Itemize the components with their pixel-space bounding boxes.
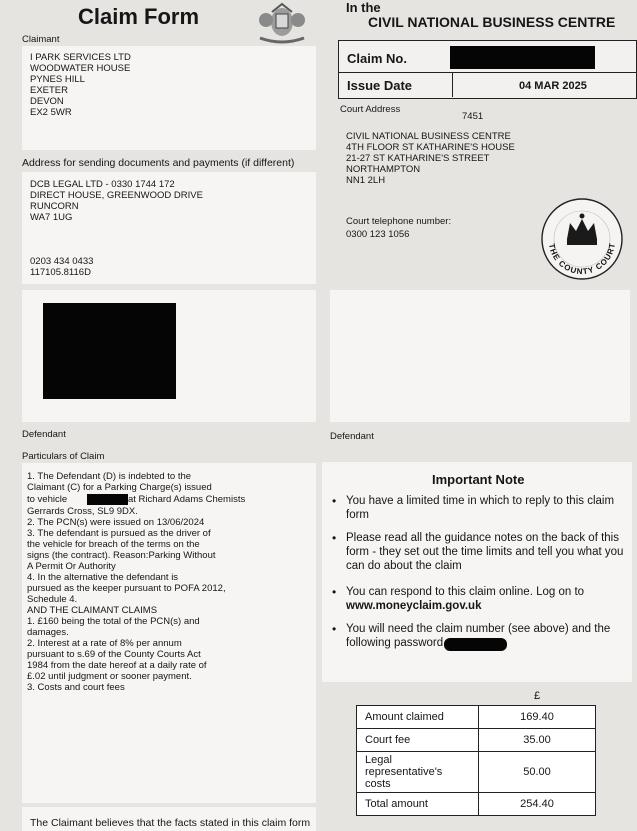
important-note-title: Important Note xyxy=(432,472,525,487)
redacted-password xyxy=(444,638,507,651)
redacted-claim-number xyxy=(450,46,595,69)
particulars-line-2: Claimant (C) for a Parking Charge(s) issued xyxy=(27,482,212,493)
statement-of-truth: The Claimant believes that the facts stated in this claim form xyxy=(30,817,311,829)
table-row xyxy=(357,706,596,729)
fee-label: Legal representative's costs xyxy=(357,752,479,793)
bullet-icon: • xyxy=(332,585,337,599)
court-address-label: Court Address xyxy=(340,104,401,115)
court-code: 7451 xyxy=(462,111,484,122)
fee-table xyxy=(356,705,596,816)
note-text: Please read all the guidance notes on the back of this form - they set out the time limits and tell you what you can do about the claim xyxy=(346,532,624,572)
royal-arms-crest-icon xyxy=(250,0,314,44)
bullet-icon: • xyxy=(332,531,337,545)
particulars-line-3a: to vehicle xyxy=(27,494,68,505)
court-name: CIVIL NATIONAL BUSINESS CENTRE xyxy=(368,14,616,30)
note-item-reply-time xyxy=(332,494,628,522)
table-row xyxy=(357,729,596,752)
claimant-label: Claimant xyxy=(22,34,60,45)
fee-label: Total amount xyxy=(357,793,479,816)
claim-no-row-divider xyxy=(338,72,636,73)
fee-value: 169.40 xyxy=(479,706,596,729)
table-row xyxy=(357,793,596,816)
redacted-vehicle-registration xyxy=(87,494,128,505)
redacted-defendant-address xyxy=(43,303,176,399)
right-blank-box xyxy=(330,290,630,422)
note-text: You will need the claim number (see above) and the following password xyxy=(346,623,611,649)
particulars-line-1: 1. The Defendant (D) is indebted to the xyxy=(27,471,192,482)
sending-address: DCB LEGAL LTD - 0330 1744 172 DIRECT HOUSE, GREENWOOD DRIVE RUNCORN WA7 1UG xyxy=(30,179,203,223)
seal-text: THE COUNTY COURT xyxy=(547,241,618,277)
issue-date-divider xyxy=(452,73,453,97)
defendant-label-right: Defendant xyxy=(330,431,374,442)
claimant-address: I PARK SERVICES LTD WOODWATER HOUSE PYNES HILL EXETER DEVON EX2 5WR xyxy=(30,52,131,118)
particulars-label: Particulars of Claim xyxy=(22,451,105,462)
claim-no-label: Claim No. xyxy=(347,51,407,66)
defendant-label-left: Defendant xyxy=(22,429,66,440)
bullet-icon: • xyxy=(332,622,337,636)
note-text: You can respond to this claim online. Log on to xyxy=(346,586,585,598)
court-telephone-label: Court telephone number: xyxy=(346,216,452,227)
court-address: CIVIL NATIONAL BUSINESS CENTRE 4TH FLOOR ST KATHARINE'S HOUSE 21-27 ST KATHARINE'S STREET NORTHAMPTON NN1 2LH xyxy=(346,131,515,186)
issue-date-label: Issue Date xyxy=(347,78,413,93)
fee-label: Amount claimed xyxy=(357,706,479,729)
currency-header: £ xyxy=(534,690,541,702)
table-row xyxy=(357,752,596,793)
fee-value: 35.00 xyxy=(479,729,596,752)
particulars-text: Gerrards Cross, SL9 9DX. 2. The PCN(s) were issued on 13/06/2024 3. The defendant is pursued as the driver of the vehicle for breach of the terms on the signs (the contract). Reason:Parking Without A Permit Or Authority 4. In the alternative the defendant is pursued as the keeper pursuant to POFA 2012, Schedule 4. AND THE CLAIMANT CLAIMS 1. £160 being the total of the PCN(s) and damages. 2. Interest at a rate of 8% per annum pursuant to s.69 of the County Courts Act 1984 from the date hereof at a daily rate of £.02 until judgment or sooner payment. 3. Costs and court fees xyxy=(27,506,226,693)
note-item-guidance xyxy=(332,531,628,573)
form-title: Claim Form xyxy=(78,4,200,29)
note-text: You have a limited time in which to reply to this claim form xyxy=(346,495,615,521)
sending-address-label: Address for sending documents and payments (if different) xyxy=(22,157,295,169)
claimant-phone-reference: 0203 434 0433 117105.8116D xyxy=(30,256,94,278)
in-the-label: In the xyxy=(346,0,381,15)
county-court-seal-icon xyxy=(537,195,627,283)
bullet-icon: • xyxy=(332,494,337,508)
particulars-line-3b: at Richard Adams Chemists xyxy=(128,494,246,505)
fee-value: 254.40 xyxy=(479,793,596,816)
court-telephone: 0300 123 1056 xyxy=(346,229,410,240)
fee-value: 50.00 xyxy=(479,752,596,793)
issue-date-value: 04 MAR 2025 xyxy=(519,80,587,92)
moneyclaim-link[interactable]: www.moneyclaim.gov.uk xyxy=(346,600,482,612)
note-item-online xyxy=(332,585,628,613)
fee-label: Court fee xyxy=(357,729,479,752)
